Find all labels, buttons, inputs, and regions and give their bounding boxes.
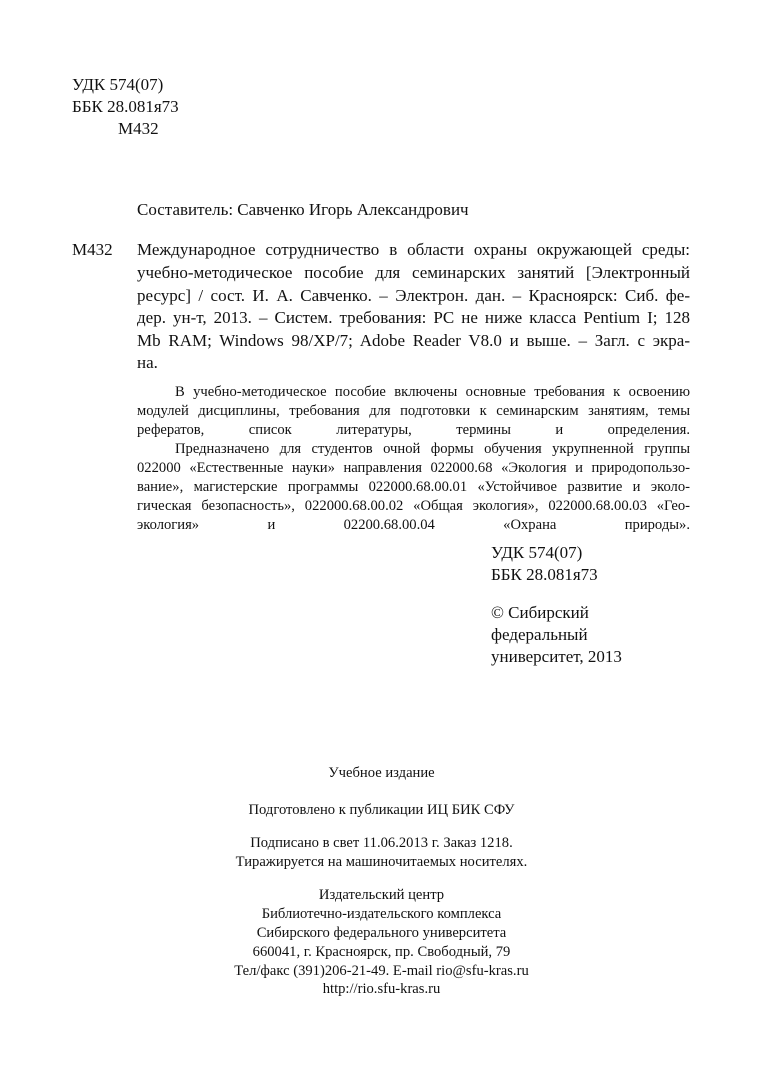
bib-line: дер. ун-т, 2013. – Систем. требования: PC не ниже класса Pentium I; 128 xyxy=(137,308,690,327)
annotation-line: гическая безопасность», 022000.68.00.02 «Общая экология», 022000.68.00.03 «Гео- xyxy=(137,498,690,514)
bib-line: на. xyxy=(137,353,158,372)
annotation-line: вание», магистерские программы 022000.68.00.01 «Устойчивое развитие и эколо- xyxy=(137,479,690,495)
copyright-line: © Сибирский xyxy=(491,603,589,622)
imprint-line: Издательский центр xyxy=(318,887,445,903)
udk-code: УДК 574(07) xyxy=(72,75,164,94)
copyright-line: федеральный xyxy=(491,625,588,644)
bib-line: учебно-методическое пособие для семинарских занятий [Электронный xyxy=(137,263,690,282)
imprint-line: Подписано в свет 11.06.2013 г. Заказ 1218. xyxy=(250,835,513,851)
annotation-line: Предназначено для студентов очной формы обучения укрупненной группы xyxy=(175,441,690,457)
bbk-code: ББК 28.081я73 xyxy=(72,97,179,116)
annotation-line: экология» и 02200.68.00.04 «Охрана природы». xyxy=(137,517,690,533)
right-bbk: ББК 28.081я73 xyxy=(491,565,598,584)
annotation-line: 022000 «Естественные науки» направления 022000.68 «Экология и природопользо- xyxy=(137,460,690,476)
imprint-line: Учебное издание xyxy=(328,765,435,781)
copyright-line: университет, 2013 xyxy=(491,647,622,666)
imprint-line: 660041, г. Красноярск, пр. Свободный, 79 xyxy=(252,944,511,960)
right-udk: УДК 574(07) xyxy=(491,543,583,562)
author-mark: М432 xyxy=(118,119,159,138)
imprint-line: Библиотечно-издательского комплекса xyxy=(261,906,502,922)
annotation-line: модулей дисциплины, требования для подготовки к семинарским занятиям, темы xyxy=(137,403,690,419)
imprint-line: Тел/факс (391)206-21-49. E-mail rio@sfu-kras.ru xyxy=(234,963,529,979)
bib-code: М432 xyxy=(72,240,113,259)
bib-line: Mb RAM; Windows 98/XP/7; Adobe Reader V8.0 и выше. – Загл. с экра- xyxy=(137,331,690,350)
annotation-line: В учебно-методическое пособие включены основные требования к освоению xyxy=(175,384,690,400)
bib-line: ресурс] / сост. И. А. Савченко. – Электрон. дан. – Красноярск: Сиб. фе- xyxy=(137,286,690,305)
imprint-line: Сибирского федерального университета xyxy=(256,925,507,941)
imprint-line: Тиражируется на машиночитаемых носителях. xyxy=(235,854,528,870)
compiler: Составитель: Савченко Игорь Александрович xyxy=(137,200,469,219)
imprint-line: Подготовлено к публикации ИЦ БИК СФУ xyxy=(248,802,515,818)
annotation-line: рефератов, список литературы, термины и определения. xyxy=(137,422,690,438)
imprint-url: http://rio.sfu-kras.ru xyxy=(322,981,441,997)
bib-line: Международное сотрудничество в области охраны окружающей среды: xyxy=(137,240,690,259)
